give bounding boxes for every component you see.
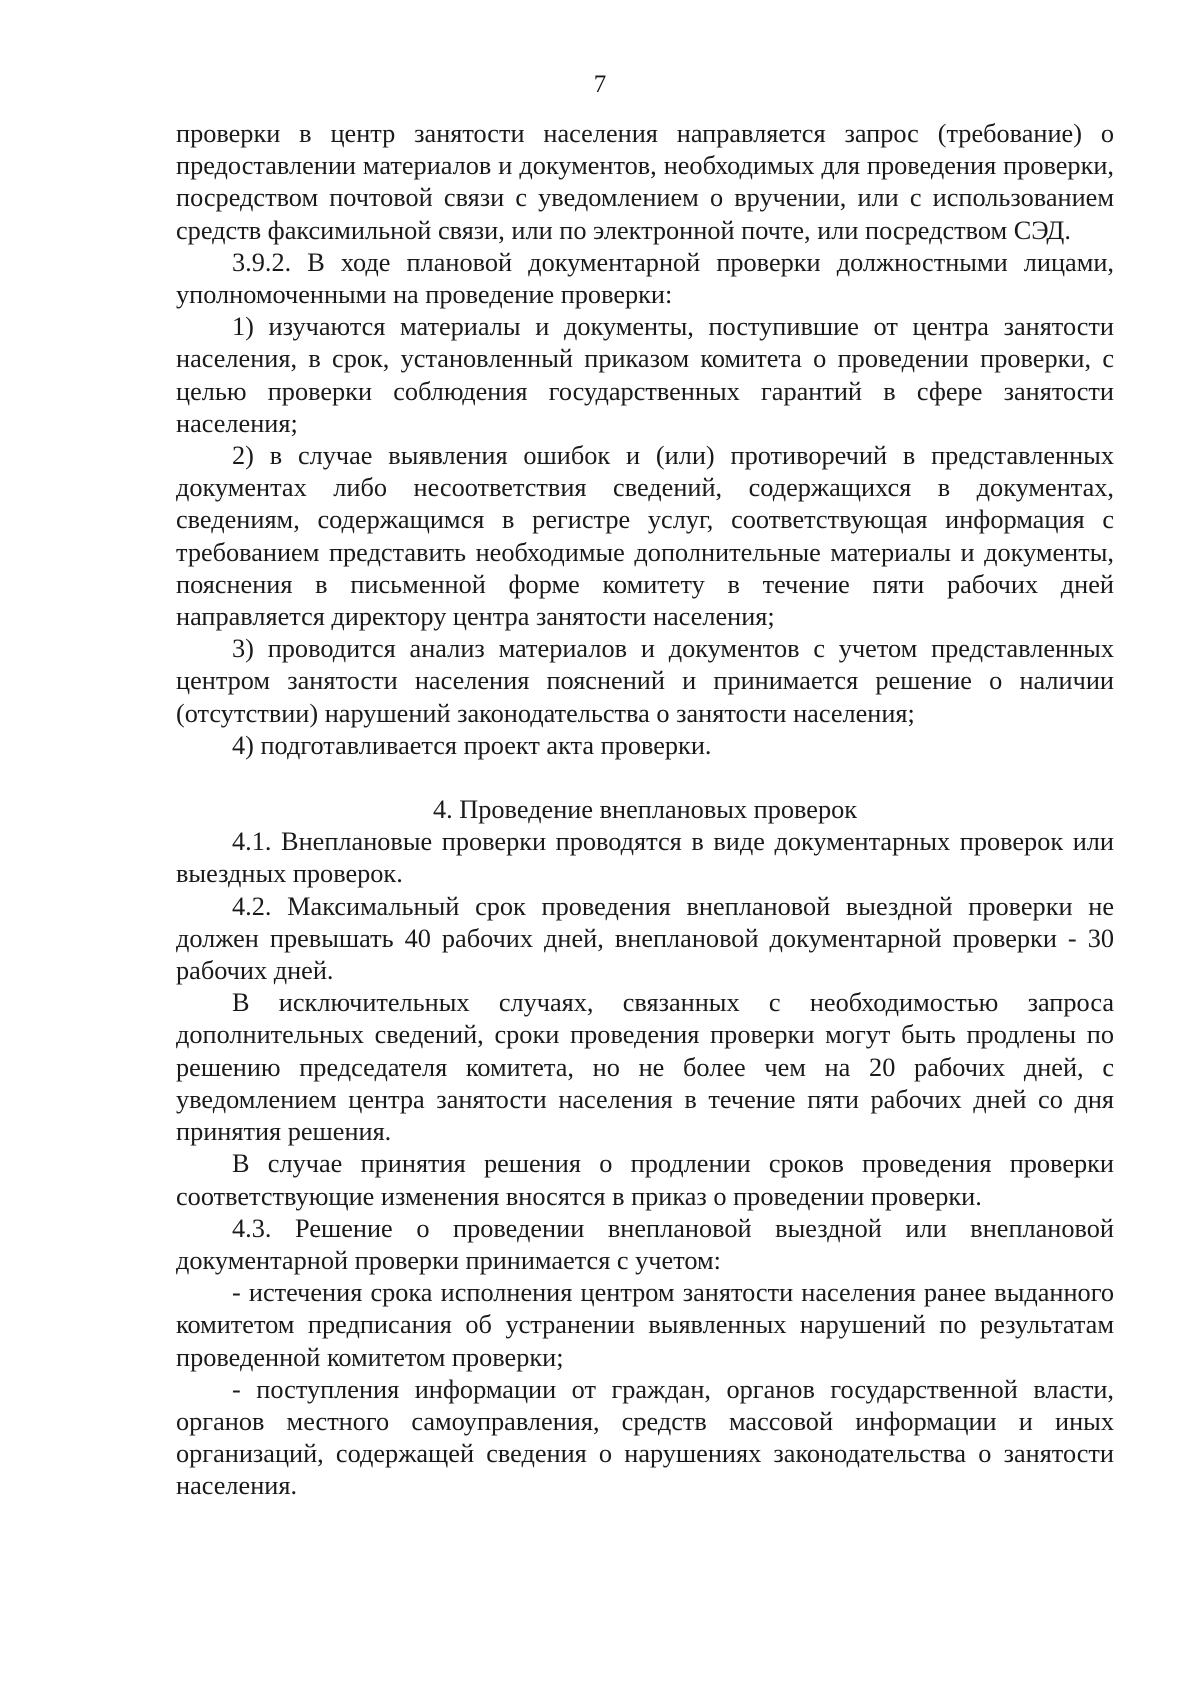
- paragraph: 4.3. Решение о проведении внеплановой выездной или внеплановой документарной проверки принимается с учетом:: [176, 1213, 1114, 1275]
- paragraph: 4.2. Максимальный срок проведения внеплановой выездной проверки не должен превышать 40 рабочих дней, внеплановой документарной проверки - 30 рабочих дней.: [176, 891, 1114, 986]
- list-item: 1) изучаются материалы и документы, поступившие от центра занятости населения, в срок, установленный приказом комитета о проведении проверки, с целью проверки соблюдения государственных гарантий в сфере занятости населения;: [176, 312, 1114, 438]
- page-number: 7: [593, 71, 607, 98]
- section-heading: 4. Проведение внеплановых проверок: [432, 795, 858, 825]
- paragraph: 3.9.2. В ходе плановой документарной проверки должностными лицами, уполномоченными на проведение проверки:: [176, 247, 1114, 310]
- list-item: 3) проводится анализ материалов и документов с учетом представленных центром занятости населения пояснений и принимается решение о наличии (отсутствии) нарушений законодательства о занятости населения;: [176, 634, 1114, 728]
- list-item: - истечения срока исполнения центром занятости населения ранее выданного комитетом предписания об устранении выявленных нарушений по результатам проведенной комитетом проверки;: [176, 1278, 1114, 1372]
- paragraph: В исключительных случаях, связанных с необходимостью запроса дополнительных сведений, сроки проведения проверки могут быть продлены по решению председателя комитета, но не более чем на 20 рабочих дней, с уведомлением центра занятости населения в течение пяти рабочих дней со дня принятия решения.: [176, 988, 1114, 1147]
- list-item: 4) подготавливается проект акта проверки.: [232, 730, 712, 760]
- paragraph: В случае принятия решения о продлении сроков проведения проверки соответствующие изменения вносятся в приказ о проведении проверки.: [176, 1149, 1114, 1211]
- paragraph: 4.1. Внеплановые проверки проводятся в виде документарных проверок или выездных проверок.: [176, 827, 1114, 889]
- list-item: 2) в случае выявления ошибок и (или) противоречий в представленных документах либо несоответствия сведений, содержащихся в документах, сведениям, содержащимся в регистре услуг, соответствующая информация с требованием представить необходимые дополнительные материалы и документы, пояснения в письменной форме комитету в течение пяти рабочих дней направляется директору центра занятости населения;: [176, 441, 1114, 632]
- paragraph: проверки в центр занятости населения направляется запрос (требование) о предоставлении материалов и документов, необходимых для проведения проверки, посредством почтовой связи с уведомлением о вручении, или с использованием средств факсимильной связи, или по электронной почте, или посредством СЭД.: [176, 119, 1114, 245]
- document-body: [176, 118, 1114, 1503]
- list-item: - поступления информации от граждан, органов государственной власти, органов местного самоуправления, средств массовой информации и иных организаций, содержащей сведения о нарушениях законодательства о занятости населения.: [176, 1374, 1114, 1501]
